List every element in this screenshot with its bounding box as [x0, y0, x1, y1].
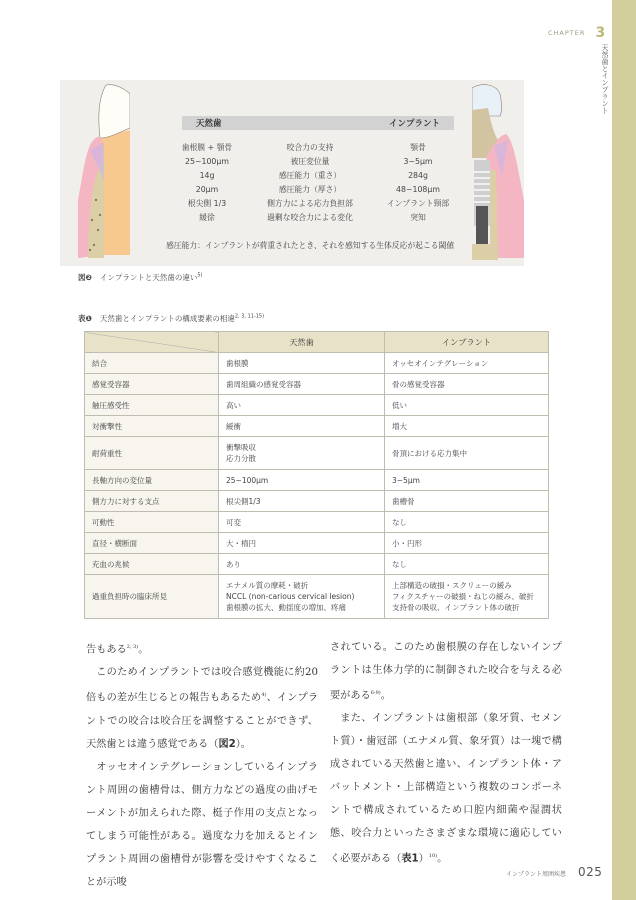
- body-text: 告もある: [86, 644, 127, 656]
- page-footer: [506, 865, 602, 879]
- figure-note: 感圧能力：インプラントが荷重されたとき、それを感知する生体反応が起こる閾値: [166, 241, 455, 250]
- table-reference: 表1: [401, 853, 419, 865]
- table-row: [85, 491, 549, 512]
- figure-item: 被圧変位量: [290, 156, 330, 166]
- natural-cell: 根尖側1/3: [219, 491, 385, 512]
- figure-item: 過剰な咬合力による変化: [267, 212, 353, 222]
- chapter-number: 3: [589, 22, 611, 44]
- table-corner-cell: [85, 332, 219, 353]
- row-label: 可動性: [85, 512, 219, 533]
- table-row: [85, 395, 549, 416]
- reference: 2, 3): [126, 644, 139, 650]
- table-header-natural: 天然歯: [219, 332, 385, 353]
- implant-cell: [385, 575, 549, 619]
- paragraph: [330, 636, 562, 707]
- figure-natural-value: 根尖側 1/3: [187, 198, 227, 208]
- row-label: 触圧感受性: [85, 395, 219, 416]
- figure-implant-value: 突知: [410, 212, 426, 222]
- paragraph: [330, 707, 562, 870]
- table-row: [85, 554, 549, 575]
- reference: 10): [428, 853, 438, 860]
- body-text: ）: [418, 853, 429, 865]
- chapter-color-strip: [612, 0, 636, 900]
- paragraph: [86, 756, 318, 894]
- figure-caption-ref: 5): [197, 272, 203, 279]
- chapter-label: CHAPTER: [548, 29, 586, 37]
- implant-cell: 骨頂における応力集中: [385, 437, 549, 470]
- natural-cell-line: NCCL (non-carious cervical lesion): [226, 592, 355, 601]
- natural-cell-line: 衝撃吸収: [226, 443, 256, 452]
- figure-row: [170, 196, 460, 210]
- figure-row: [170, 210, 460, 224]
- body-column-left: [86, 636, 318, 894]
- figure-item: 感圧能力（重さ）: [278, 170, 342, 180]
- figure-row: [170, 182, 460, 196]
- figure-header-natural: 天然歯: [196, 119, 222, 129]
- chapter-title-vertical: 天然歯とインプラント: [601, 44, 609, 114]
- natural-cell: 25~100μm: [219, 470, 385, 491]
- figure-natural-vs-implant: [60, 80, 524, 266]
- row-label: 過重負担時の臨床所見: [85, 575, 219, 619]
- figure-implant-value: 284g: [408, 170, 428, 180]
- table-row: [85, 374, 549, 395]
- figure-row: [170, 168, 460, 182]
- body-text: 。: [138, 644, 149, 656]
- table-row: [85, 437, 549, 470]
- footer-book-title: インプラント周囲疾患: [506, 871, 567, 878]
- body-text: 。: [437, 853, 448, 865]
- figure-header-implant: インプラント: [388, 119, 440, 129]
- implant-cell: 小・円形: [385, 533, 549, 554]
- row-label: 側方力に対する支点: [85, 491, 219, 512]
- implant-cell: 低い: [385, 395, 549, 416]
- row-label: 耐荷重性: [85, 437, 219, 470]
- natural-cell: 歯根膜: [219, 353, 385, 374]
- implant-cell: なし: [385, 512, 549, 533]
- figure-item: 咬合力の支持: [286, 142, 334, 152]
- row-label: 長軸方向の変位量: [85, 470, 219, 491]
- natural-cell-line: エナメル質の摩耗・破折: [226, 581, 309, 590]
- natural-cell: 大・楕円: [219, 533, 385, 554]
- paragraph: [86, 636, 318, 661]
- implant-cell: 3~5μm: [385, 470, 549, 491]
- implant-cell: オッセオインテグレーション: [385, 353, 549, 374]
- table-header-row: [85, 332, 549, 353]
- natural-cell: [219, 437, 385, 470]
- body-column-right: [330, 636, 562, 871]
- figure-caption-mark: 図❷: [78, 273, 92, 282]
- figure-natural-value: 25~100μm: [185, 156, 229, 166]
- figure-comparison-rows: [170, 140, 460, 224]
- figure-natural-value: 20μm: [195, 184, 219, 194]
- table-caption-mark: 表❶: [78, 314, 92, 323]
- row-label: 感覚受容器: [85, 374, 219, 395]
- body-text: されている。このため歯根膜の存在しないインプラントは生体力学的に制御された咬合を与える必要がある: [330, 642, 562, 702]
- table-row: [85, 533, 549, 554]
- table-caption-text: 天然歯とインプラントの構成要素の相違: [99, 314, 235, 323]
- comparison-table: [84, 331, 549, 619]
- implant-cell-line: 上部構造の破損・スクリューの緩み: [392, 581, 512, 590]
- natural-cell: あり: [219, 554, 385, 575]
- table-row: [85, 512, 549, 533]
- paragraph: [86, 661, 318, 755]
- figure-header-bar: [182, 116, 454, 130]
- implant-cell: 骨の感覚受容器: [385, 374, 549, 395]
- table-caption-ref: 2, 3, 11-15): [234, 313, 265, 320]
- table-row: [85, 575, 549, 619]
- figure-caption-text: インプラントと天然歯の違い: [99, 273, 198, 282]
- figure-implant-value: インプラント頸部: [386, 198, 450, 208]
- figure-row: [170, 154, 460, 168]
- figure-natural-value: 緩徐: [199, 212, 215, 222]
- figure-natural-value: 14g: [199, 170, 215, 180]
- natural-cell-line: 歯根膜の拡大、動揺度の増加、疼痛: [226, 603, 346, 612]
- body-text: オッセオインテグレーションしているインプラント周囲の歯槽骨は、側方力などの過度の曲げモーメントが加えられた際、梃子作用の支点となってしまう可能性がある。過度な力を加えるとインプラント周囲の歯槽骨が影響を受けやすくなることが示唆: [86, 761, 318, 888]
- figure-caption: [78, 272, 203, 283]
- body-text: ）。: [235, 738, 251, 750]
- body-text: また、インプラントは歯根部（象牙質、セメント質）・歯冠部（エナメル質、象牙質）は一塊で構成されている天然歯と違い、インプラント体・アバットメント・上部構造という複数のコンポーネントで構成されているため口腔内細菌や湿潤状態、咬合力といったさまざまな環境に適応していく必要がある（: [330, 713, 562, 865]
- reference: 4): [261, 692, 267, 699]
- row-label: 直径・横断面: [85, 533, 219, 554]
- natural-cell: 緩衝: [219, 416, 385, 437]
- natural-tooth-illustration-icon: [60, 80, 130, 266]
- figure-natural-value: 歯根膜 + 顎骨: [181, 142, 233, 152]
- page-number: 025: [578, 865, 603, 879]
- figure-implant-value: 48~108μm: [396, 184, 440, 194]
- figure-item: 側方力による応力負担部: [267, 198, 353, 208]
- implant-cell: 歯槽骨: [385, 491, 549, 512]
- figure-item: 感圧能力（厚さ）: [278, 184, 342, 194]
- table-header-implant: インプラント: [385, 332, 549, 353]
- natural-cell: 可変: [219, 512, 385, 533]
- row-label: 結合: [85, 353, 219, 374]
- implant-cell-line: フィクスチャーの破損・ねじの緩み、破折: [392, 592, 534, 601]
- body-text: 。: [380, 690, 391, 702]
- row-label: 対衝撃性: [85, 416, 219, 437]
- figure-reference: 図2: [218, 738, 236, 750]
- natural-cell: 歯周組織の感覚受容器: [219, 374, 385, 395]
- implant-cell: 増大: [385, 416, 549, 437]
- table-row: [85, 470, 549, 491]
- table-row: [85, 353, 549, 374]
- table-caption: [78, 313, 264, 324]
- figure-implant-value: 顎骨: [410, 142, 426, 152]
- body-text: このためインプラントでは咬合感覚機能に約20倍もの差が生じるとの報告もあるため: [86, 667, 318, 704]
- natural-cell: 高い: [219, 395, 385, 416]
- reference: 6-9): [370, 690, 381, 696]
- natural-cell-line: 応力分散: [226, 454, 256, 463]
- figure-row: [170, 140, 460, 154]
- row-label: 充血の兆候: [85, 554, 219, 575]
- body-text: 、インプラントでの咬合は咬合圧を調整することができず、天然歯とは違う感覚である（: [86, 692, 319, 750]
- implant-cell: なし: [385, 554, 549, 575]
- chapter-marker: [548, 22, 611, 44]
- implant-illustration-icon: [472, 80, 524, 266]
- table-row: [85, 416, 549, 437]
- figure-implant-value: 3~5μm: [403, 156, 433, 166]
- natural-cell: [219, 575, 385, 619]
- implant-cell-line: 支持骨の吸収、インプラント体の破折: [392, 603, 520, 612]
